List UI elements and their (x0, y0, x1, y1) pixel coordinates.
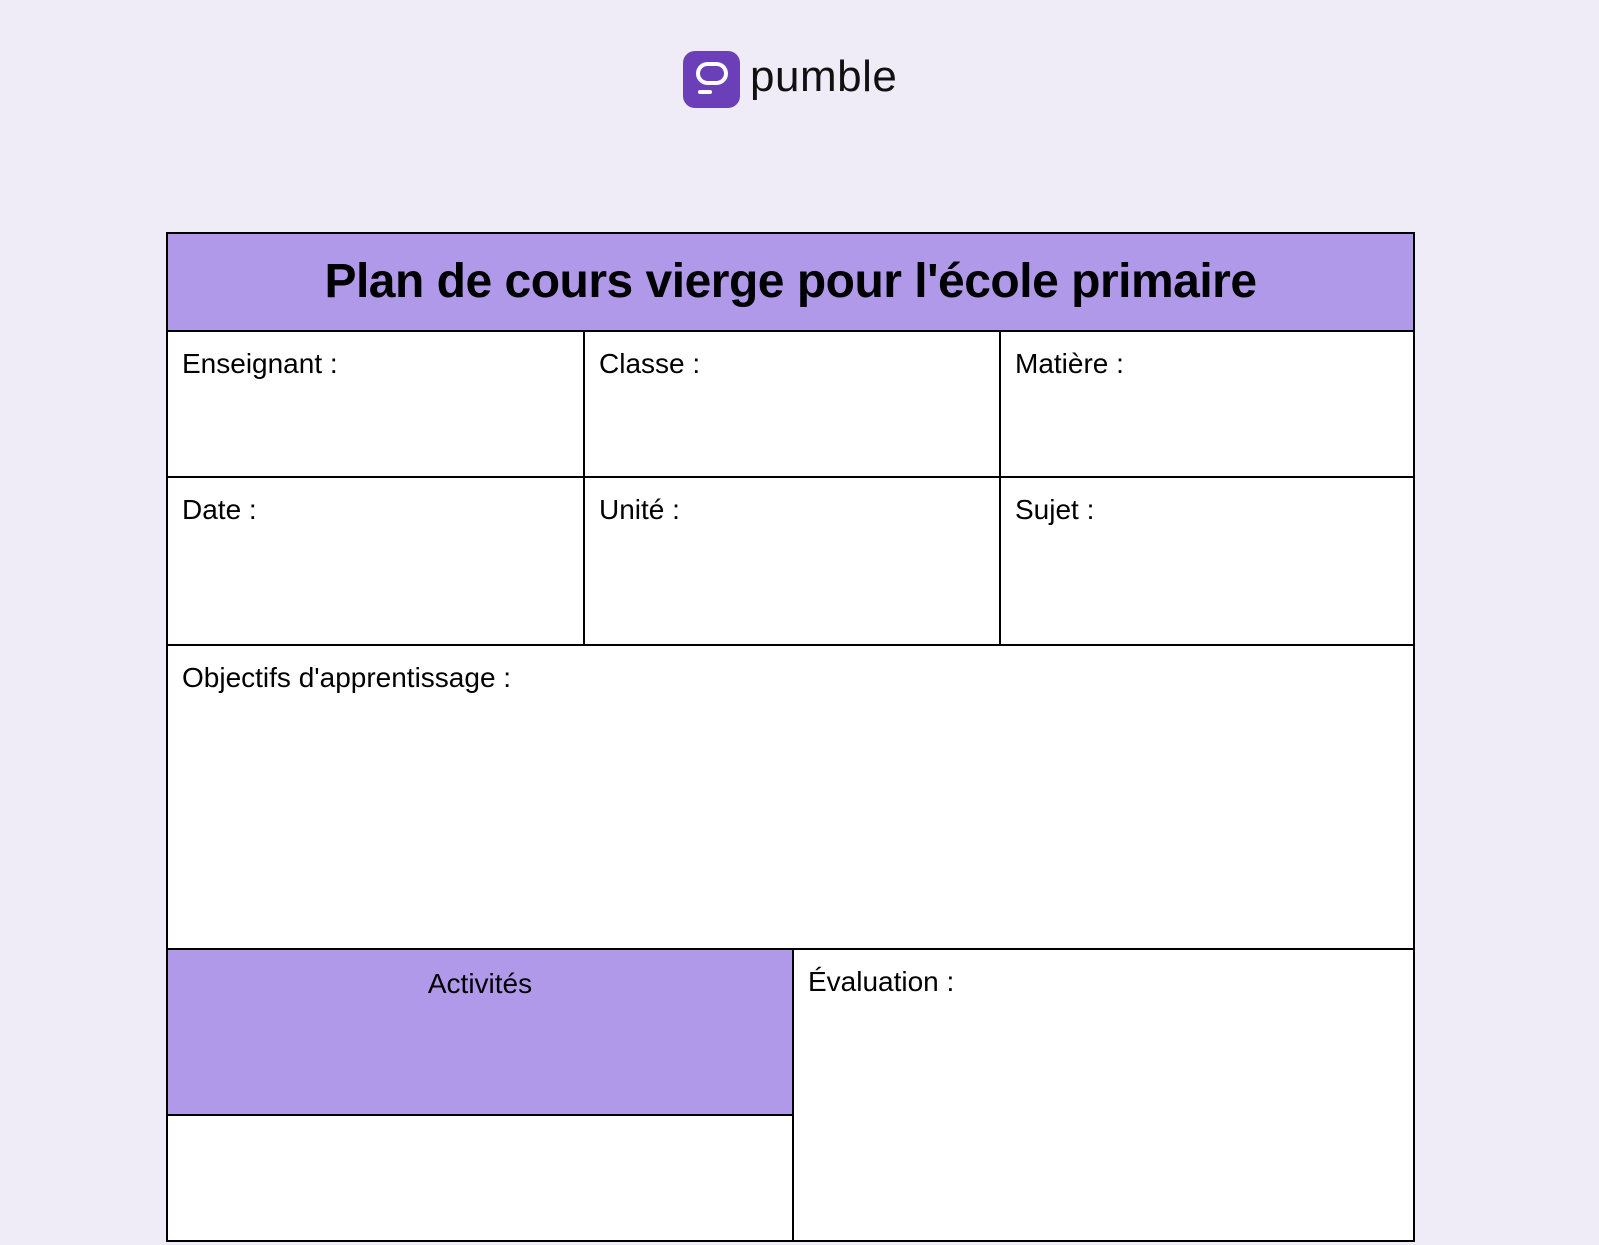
unit-field[interactable] (585, 478, 999, 646)
evaluation-field[interactable] (794, 950, 1413, 1240)
evaluation-label: Évaluation : (808, 966, 955, 997)
divider (168, 476, 1413, 478)
subject-field[interactable] (1001, 332, 1413, 478)
teacher-label: Enseignant : (182, 348, 338, 379)
divider (792, 948, 794, 1242)
brand-logo (683, 50, 897, 108)
objectives-field[interactable] (168, 646, 1413, 950)
objectives-label: Objectifs d'apprentissage : (182, 662, 512, 693)
divider (583, 330, 585, 646)
unit-label: Unité : (599, 494, 680, 525)
date-label: Date : (182, 494, 257, 525)
page-title: Plan de cours vierge pour l'école primaire (324, 255, 1257, 308)
subject-label: Matière : (1015, 348, 1124, 379)
activities-header (168, 950, 792, 1114)
teacher-field[interactable] (168, 332, 583, 478)
date-field[interactable] (168, 478, 583, 646)
class-field[interactable] (585, 332, 999, 478)
class-label: Classe : (599, 348, 701, 379)
divider (168, 1114, 794, 1116)
lesson-plan-table (166, 232, 1415, 1242)
topic-field[interactable] (1001, 478, 1413, 646)
brand-name: pumble (750, 52, 898, 101)
topic-label: Sujet : (1015, 494, 1095, 525)
divider (999, 330, 1001, 646)
divider (168, 948, 1413, 950)
activities-label: Activités (427, 968, 533, 999)
table-title-header (168, 234, 1413, 332)
pumble-logo-icon (683, 51, 740, 108)
activities-field[interactable] (168, 1116, 792, 1240)
divider (168, 644, 1413, 646)
